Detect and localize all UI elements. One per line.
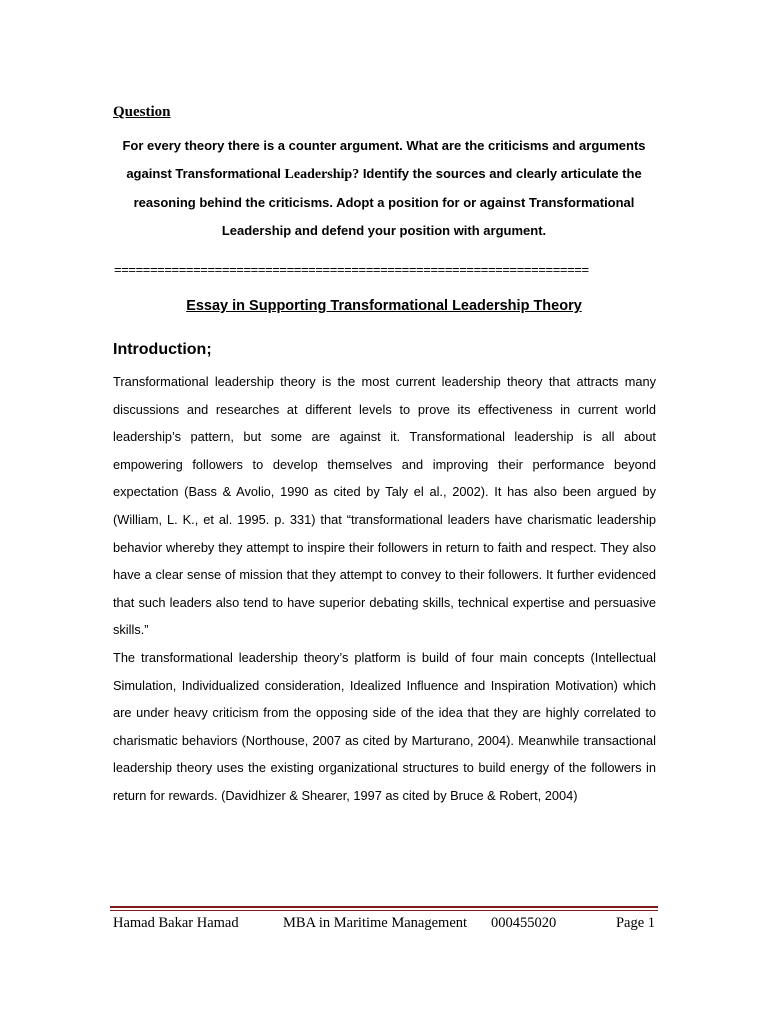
- paragraph-1: Transformational leadership theory is the most current leadership theory that attracts many discussions and researches at different levels to prove its effectiveness in current world leadership’s pattern, but some are against it. Transformational leadership is all about empowering followers to develop themselves and improving their performance beyond expectation (Bass & Avolio, 1990 as cited by Taly el al., 2002). It has also been argued by (William, L. K., et al. 1995. p. 331) that “transformational leaders have charismatic leadership behavior whereby they attempt to inspire their followers in return to faith and respect. They also have a clear sense of mission that they attempt to convey to their followers. It further evidenced that such leaders also tend to have superior debating skills, technical expertise and persuasive skills.”: [113, 374, 656, 638]
- question-line-2-start: against Transformational: [126, 166, 285, 181]
- footer-author: Hamad Bakar Hamad: [113, 915, 239, 931]
- introduction-heading: Introduction;: [113, 341, 212, 358]
- question-line-3: reasoning behind the criticisms. Adopt a position for or against Transformational: [133, 195, 635, 210]
- essay-body: [113, 368, 656, 810]
- footer-program: MBA in Maritime Management: [283, 915, 468, 931]
- footer-rule-thin: [110, 910, 658, 911]
- question-line-2-end: Identify the sources and clearly articulate the: [359, 166, 642, 181]
- paragraph-2: The transformational leadership theory’s platform is build of four main concepts (Intellectual Simulation, Individualized consideration, Idealized Influence and Inspiration Motivation) which are under heavy criticism from the opposing side of the idea that they are highly correlated to charismatic behaviors (Northouse, 2007 as cited by Marturano, 2004). Meanwhile transactional leadership theory uses the existing organizational structures to build energy of the followers in return for rewards. (Davidhizer & Shearer, 1997 as cited by Bruce & Robert, 2004): [113, 649, 656, 803]
- question-text: [110, 132, 658, 245]
- separator-line: ==================================================================: [114, 262, 589, 277]
- page-footer: [113, 915, 655, 935]
- question-heading: Question: [113, 104, 171, 120]
- question-line-4: Leadership and defend your position with argument.: [221, 223, 547, 238]
- footer-page-number: Page 1: [615, 915, 655, 931]
- essay-title: Essay in Supporting Transformational Leadership Theory: [186, 298, 582, 314]
- footer-rule-thick: [110, 906, 658, 908]
- footer-student-id: 000455020: [491, 915, 557, 931]
- question-line-1: For every theory there is a counter argument. What are the criticisms and arguments: [122, 138, 646, 153]
- question-line-2-serif-word: Leadership?: [284, 167, 360, 182]
